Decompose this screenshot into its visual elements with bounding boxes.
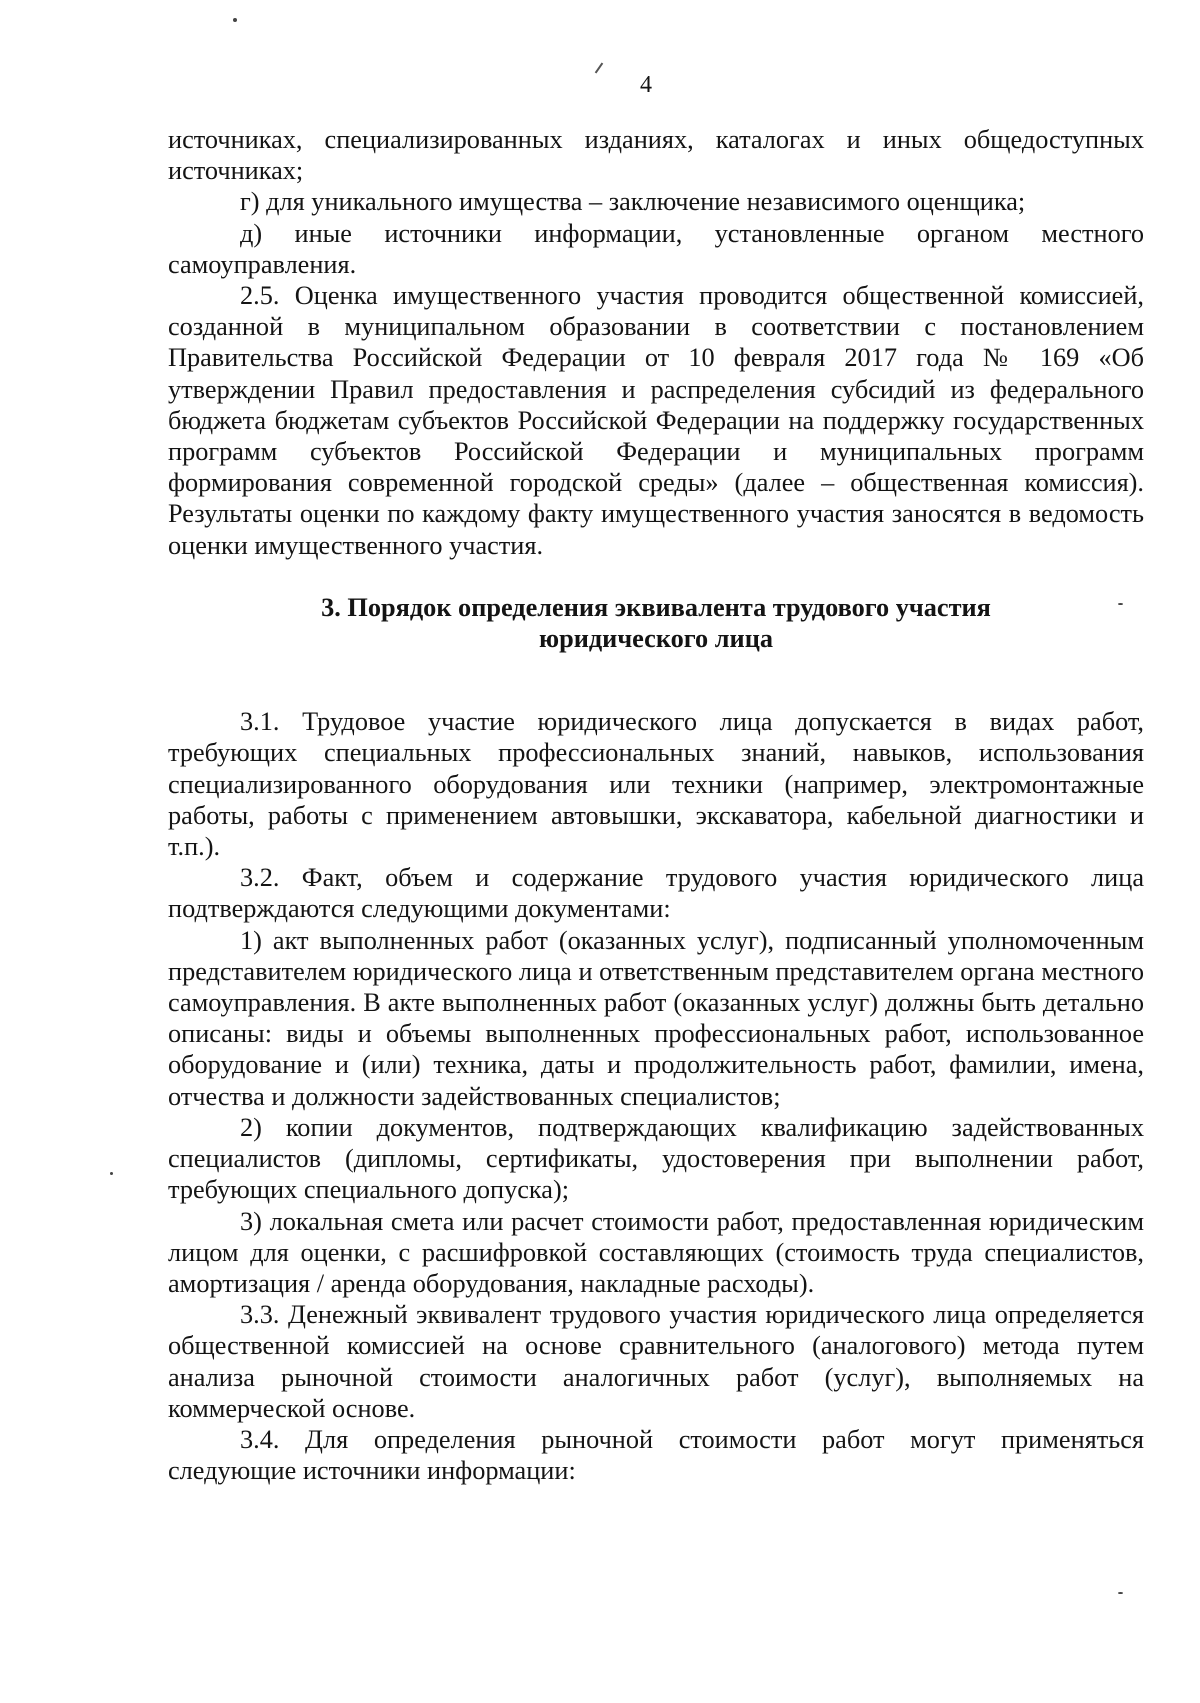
paragraph: 3.2. Факт, объем и содержание трудового участия юридического лица подтверждаются следующими документами: — [168, 863, 1144, 924]
section-heading-line: юридического лица — [539, 624, 773, 654]
paragraph: 3.4. Для определения рыночной стоимости работ могут применяться следующие источники информации: — [168, 1424, 1144, 1486]
scan-mark — [595, 63, 604, 74]
section-heading-line: 3. Порядок определения эквивалента трудового участия — [321, 592, 991, 622]
paragraph: 2.5. Оценка имущественного участия проводится общественной комиссией, созданной в муниципальном образовании в соответствии с постановлением Правительства Российской Федерации от 10 февраля 2017 года № 169 «Об утверждении Правил предоставления и распределения субсидий из федерального бюджета бюджетам субъектов Российской Федерации на поддержку государственных программ субъектов Российской Федерации и муниципальных программ формирования современной городской среды» (далее – общественная комиссия). Результаты оценки по каждому факту имущественного участия заносятся в ведомость оценки имущественного участия. — [168, 281, 1144, 560]
list-item: 2) копии документов, подтверждающих квалификацию задействованных специалистов (дипломы, сертификаты, удостоверения при выполнении работ, требующих специального допуска); — [168, 1112, 1144, 1205]
paragraph: д) иные источники информации, установленные органом местного самоуправления. — [168, 218, 1144, 279]
page-number: 4 — [640, 72, 652, 98]
list-item: 1) акт выполненных работ (оказанных услуг), подписанный уполномоченным представителем юридического лица и ответственным представителем органа местного самоуправления. В акте выполненных работ (оказанных услуг) должны быть детально описаны: виды и объемы выполненных профессиональных работ, использованное оборудование и (или) техника, даты и продолжительность работ, фамилии, имена, отчества и должности задействованных специалистов; — [168, 925, 1144, 1111]
paragraph: г) для уникального имущества – заключение независимого оценщика; — [240, 187, 1026, 217]
scan-speck — [110, 1172, 113, 1175]
scan-speck — [233, 18, 237, 22]
paragraph: 3.3. Денежный эквивалент трудового участия юридического лица определяется общественной комиссией на основе сравнительного (аналогового) метода путем анализа рыночной стоимости аналогичных работ (услуг), выполняемых на коммерческой основе. — [168, 1300, 1144, 1423]
scan-speck — [1118, 1592, 1123, 1594]
section-heading — [168, 592, 1144, 654]
list-item: 3) локальная смета или расчет стоимости работ, предоставленная юридическим лицом для оценки, с расшифровкой составляющих (стоимость труда специалистов, амортизация / аренда оборудования, накладные расходы). — [168, 1206, 1144, 1298]
document-body — [168, 124, 1144, 1486]
paragraph: источниках, специализированных изданиях, каталогах и иных общедоступных источниках; — [168, 125, 1144, 186]
paragraph: 3.1. Трудовое участие юридического лица допускается в видах работ, требующих специальных профессиональных знаний, навыков, использования специализированного оборудования или техники (например, электромонтажные работы, работы с применением автовышки, экскаватора, кабельной диагностики и т.п.). — [168, 707, 1144, 862]
